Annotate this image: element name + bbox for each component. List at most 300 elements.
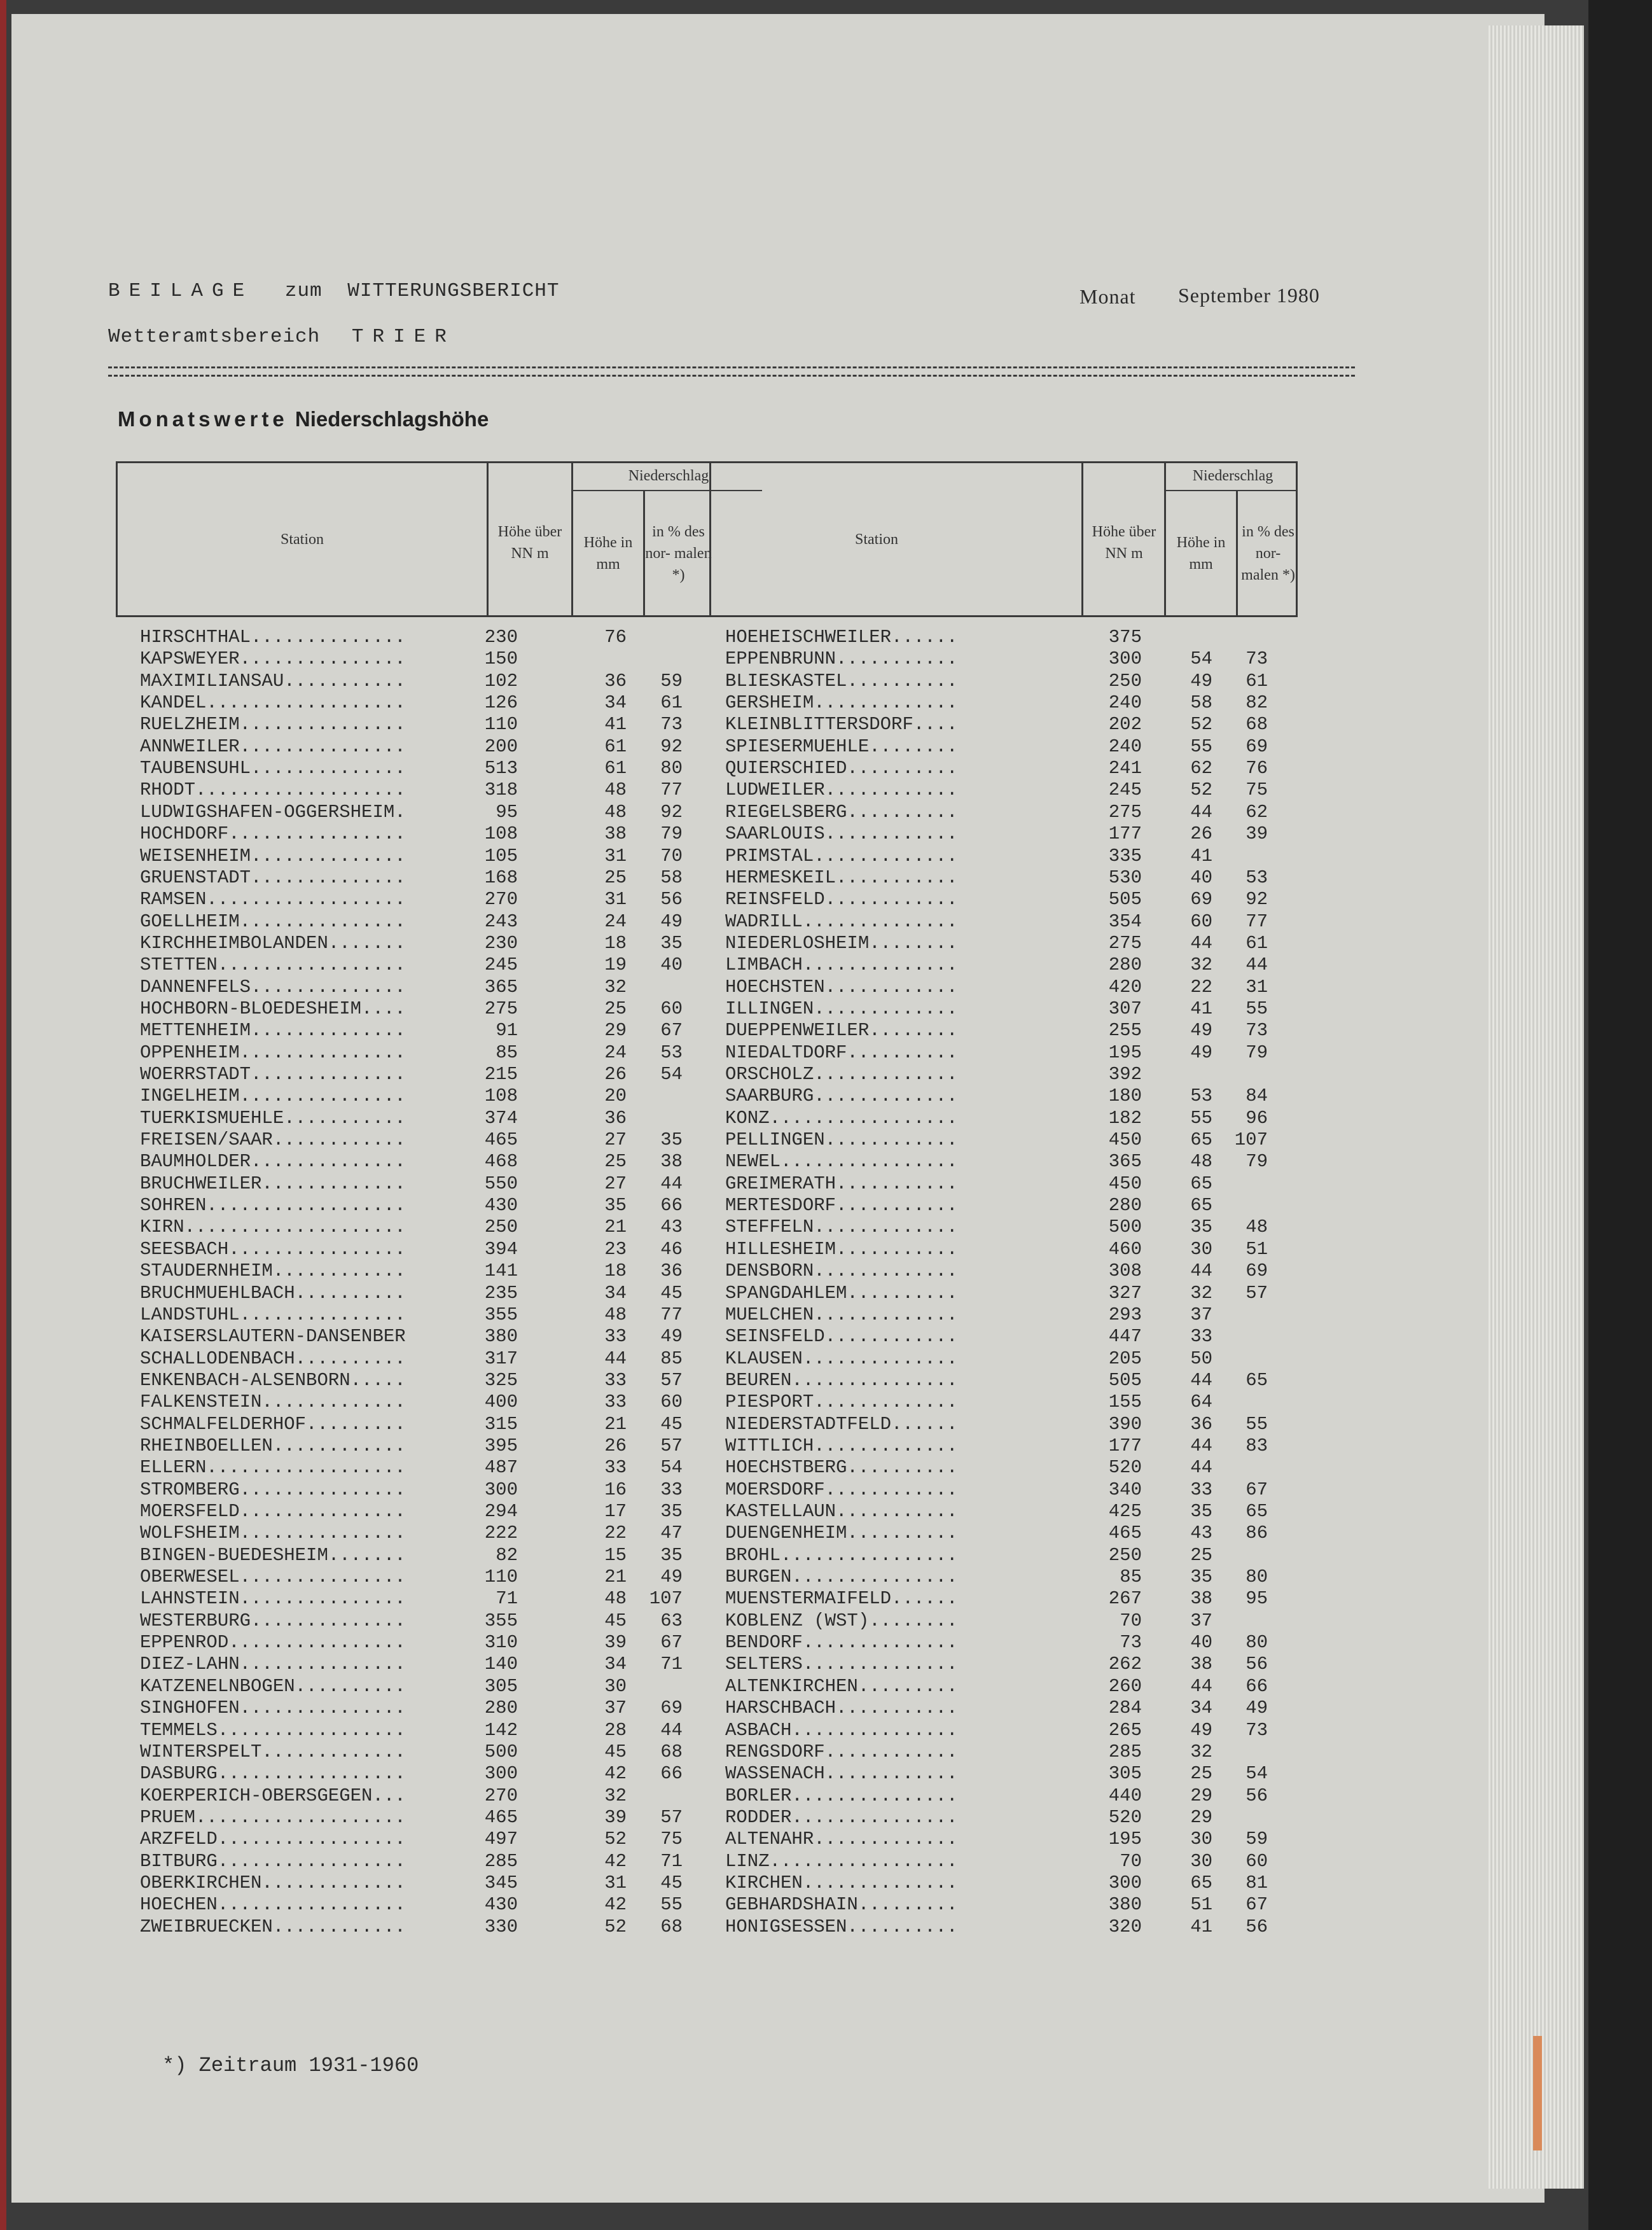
precip-mm: 29 xyxy=(604,1020,627,1041)
table-row xyxy=(0,1042,1527,1064)
station-height: 440 xyxy=(1108,1785,1142,1806)
precip-percent: 83 xyxy=(1246,1435,1268,1456)
station-height: 500 xyxy=(484,1741,518,1762)
station-name: HILLESHEIM........... xyxy=(725,1239,958,1260)
precip-percent: 45 xyxy=(660,1872,683,1893)
station-height: 300 xyxy=(1108,648,1142,669)
table-row xyxy=(0,1588,1527,1610)
station-name: STETTEN................. xyxy=(140,954,406,975)
precip-percent: 46 xyxy=(660,1239,683,1260)
station-height: 392 xyxy=(1108,1064,1142,1085)
station-name: BURGEN............... xyxy=(725,1566,958,1587)
station-name: KASTELLAUN........... xyxy=(725,1501,958,1522)
table-row xyxy=(0,1632,1527,1654)
table-row xyxy=(0,1610,1527,1632)
station-height: 365 xyxy=(484,977,518,998)
table-row xyxy=(0,846,1527,867)
station-height: 202 xyxy=(1108,714,1142,735)
station-height: 250 xyxy=(1108,671,1142,692)
precip-percent: 44 xyxy=(660,1173,683,1194)
table-row xyxy=(0,823,1527,845)
precip-mm: 43 xyxy=(1190,1523,1212,1544)
precip-mm: 26 xyxy=(1190,823,1212,844)
precip-mm: 21 xyxy=(604,1414,627,1435)
station-height: 141 xyxy=(484,1260,518,1281)
precip-percent: 54 xyxy=(660,1064,683,1085)
precip-mm: 31 xyxy=(604,846,627,867)
precip-mm: 41 xyxy=(604,714,627,735)
table-row xyxy=(0,889,1527,910)
station-height: 285 xyxy=(1108,1741,1142,1762)
station-name: HARSCHBACH........... xyxy=(725,1697,958,1718)
section-title-rest: Niederschlagshöhe xyxy=(295,407,489,431)
station-name: ORSCHOLZ............. xyxy=(725,1064,958,1085)
station-name: HERMESKEIL........... xyxy=(725,867,958,888)
precip-percent: 77 xyxy=(660,1304,683,1325)
station-name: PRIMSTAL............. xyxy=(725,846,958,867)
precip-mm: 52 xyxy=(1190,779,1212,800)
precip-mm: 36 xyxy=(604,671,627,692)
station-height: 308 xyxy=(1108,1260,1142,1281)
station-height: 275 xyxy=(1108,933,1142,954)
precip-mm: 38 xyxy=(1190,1588,1212,1609)
precip-percent: 45 xyxy=(660,1414,683,1435)
precip-percent: 68 xyxy=(660,1916,683,1937)
precip-percent: 68 xyxy=(1246,714,1268,735)
station-name: WASSENACH............ xyxy=(725,1763,958,1784)
precip-mm: 23 xyxy=(604,1239,627,1260)
precip-mm: 37 xyxy=(1190,1304,1212,1325)
station-name: STROMBERG............... xyxy=(140,1479,406,1500)
table-row xyxy=(0,1435,1527,1457)
precip-percent: 57 xyxy=(660,1370,683,1391)
station-name: RENGSDORF............ xyxy=(725,1741,958,1762)
station-name: KANDEL.................. xyxy=(140,692,406,713)
station-name: STAUDERNHEIM............ xyxy=(140,1260,406,1281)
station-name: GREIMERATH........... xyxy=(725,1173,958,1194)
station-name: HOCHDORF................ xyxy=(140,823,406,844)
station-name: GERSHEIM............. xyxy=(725,692,958,713)
precip-percent: 55 xyxy=(1246,998,1268,1019)
binder-frame xyxy=(1588,0,1652,2230)
precip-mm: 40 xyxy=(1190,1632,1212,1653)
precip-percent: 69 xyxy=(1246,1260,1268,1281)
precip-percent: 75 xyxy=(660,1829,683,1850)
station-height: 168 xyxy=(484,867,518,888)
station-height: 73 xyxy=(1120,1632,1142,1653)
precip-mm: 51 xyxy=(1190,1894,1212,1915)
station-height: 91 xyxy=(496,1020,518,1041)
precip-mm: 32 xyxy=(1190,954,1212,975)
station-height: 300 xyxy=(484,1763,518,1784)
col-station-right: Station xyxy=(854,531,898,548)
station-height: 195 xyxy=(1108,1042,1142,1063)
table-row xyxy=(0,977,1527,998)
station-height: 230 xyxy=(484,933,518,954)
precip-mm: 35 xyxy=(1190,1501,1212,1522)
precip-mm: 62 xyxy=(1190,758,1212,779)
table-row xyxy=(0,1348,1527,1370)
station-height: 315 xyxy=(484,1414,518,1435)
precip-mm: 41 xyxy=(1190,1916,1212,1937)
table-row xyxy=(0,1370,1527,1391)
precip-percent: 35 xyxy=(660,933,683,954)
table-row xyxy=(0,1763,1527,1785)
precip-mm: 41 xyxy=(1190,846,1212,867)
table-row xyxy=(0,1807,1527,1829)
station-name: GEBHARDSHAIN......... xyxy=(725,1894,958,1915)
precip-mm: 44 xyxy=(1190,1370,1212,1391)
precip-mm: 34 xyxy=(604,1654,627,1675)
station-height: 85 xyxy=(496,1042,518,1063)
station-name: KIRN.................... xyxy=(140,1216,406,1237)
station-name: WADRILL.............. xyxy=(725,911,958,932)
precip-mm: 33 xyxy=(1190,1479,1212,1500)
precip-percent: 53 xyxy=(1246,867,1268,888)
station-height: 335 xyxy=(1108,846,1142,867)
station-height: 205 xyxy=(1108,1348,1142,1369)
station-height: 70 xyxy=(1120,1851,1142,1872)
station-name: TEMMELS................. xyxy=(140,1720,406,1741)
col-hoehe-mm-left: Höhe in mm xyxy=(583,534,633,573)
station-name: ENKENBACH-ALSENBORN..... xyxy=(140,1370,406,1391)
precip-mm: 48 xyxy=(604,779,627,800)
station-height: 390 xyxy=(1108,1414,1142,1435)
precip-percent: 47 xyxy=(660,1523,683,1544)
precip-percent: 44 xyxy=(660,1720,683,1741)
precip-percent: 75 xyxy=(1246,779,1268,800)
table-row xyxy=(0,1785,1527,1807)
section-title xyxy=(118,407,489,431)
station-name: KAPSWEYER............... xyxy=(140,648,406,669)
station-height: 70 xyxy=(1120,1610,1142,1631)
precip-percent: 69 xyxy=(660,1697,683,1718)
station-name: KATZENELNBOGEN.......... xyxy=(140,1676,406,1697)
station-name: HOECHEN................. xyxy=(140,1894,406,1915)
precip-percent: 49 xyxy=(660,1566,683,1587)
precip-percent: 59 xyxy=(1246,1829,1268,1850)
table-row xyxy=(0,1720,1527,1741)
station-name: WOERRSTADT.............. xyxy=(140,1064,406,1085)
precip-percent: 92 xyxy=(660,802,683,823)
precip-mm: 44 xyxy=(1190,1260,1212,1281)
station-height: 200 xyxy=(484,736,518,757)
station-name: TUERKISMUEHLE........... xyxy=(140,1108,406,1129)
precip-percent: 60 xyxy=(660,998,683,1019)
precip-mm: 44 xyxy=(1190,1457,1212,1478)
station-height: 465 xyxy=(1108,1523,1142,1544)
station-name: BINGEN-BUEDESHEIM....... xyxy=(140,1545,406,1566)
station-name: OBERWESEL............... xyxy=(140,1566,406,1587)
col-height-nn-left: Höhe über NN m xyxy=(497,523,562,562)
station-name: NIEDERSTADTFELD...... xyxy=(725,1414,958,1435)
precip-mm: 33 xyxy=(604,1326,627,1347)
station-height: 550 xyxy=(484,1173,518,1194)
precip-mm: 15 xyxy=(604,1545,627,1566)
precip-percent: 71 xyxy=(660,1654,683,1675)
station-name: WOLFSHEIM............... xyxy=(140,1523,406,1544)
table-row xyxy=(0,954,1527,976)
precip-mm: 45 xyxy=(604,1610,627,1631)
station-name: FREISEN/SAAR............ xyxy=(140,1129,406,1150)
precip-mm: 33 xyxy=(1190,1326,1212,1347)
station-height: 285 xyxy=(484,1851,518,1872)
station-name: LUDWIGSHAFEN-OGGERSHEIM. xyxy=(140,802,406,823)
precip-mm: 31 xyxy=(604,889,627,910)
section-title-spaced: Monatswerte xyxy=(118,407,288,431)
table-row xyxy=(0,1654,1527,1675)
table-row xyxy=(0,1216,1527,1238)
station-name: MERTESDORF........... xyxy=(725,1195,958,1216)
precip-mm: 35 xyxy=(604,1195,627,1216)
precip-mm: 65 xyxy=(1190,1129,1212,1150)
precip-percent: 66 xyxy=(1246,1676,1268,1697)
station-height: 126 xyxy=(484,692,518,713)
precip-mm: 26 xyxy=(604,1064,627,1085)
table-row xyxy=(0,911,1527,933)
station-height: 505 xyxy=(1108,889,1142,910)
station-height: 262 xyxy=(1108,1654,1142,1675)
precip-percent: 92 xyxy=(660,736,683,757)
col-percent-right: in % des nor- malen *) xyxy=(1241,523,1295,583)
station-name: KAISERSLAUTERN-DANSENBER xyxy=(140,1326,406,1347)
station-height: 355 xyxy=(484,1610,518,1631)
precip-mm: 48 xyxy=(604,802,627,823)
precip-mm: 27 xyxy=(604,1173,627,1194)
precip-mm: 52 xyxy=(604,1916,627,1937)
station-height: 465 xyxy=(484,1129,518,1150)
precip-mm: 52 xyxy=(1190,714,1212,735)
precip-percent: 60 xyxy=(1246,1851,1268,1872)
table-row xyxy=(0,627,1527,648)
station-name: LAHNSTEIN............... xyxy=(140,1588,406,1609)
precip-mm: 34 xyxy=(604,1283,627,1304)
table-row xyxy=(0,736,1527,758)
precip-mm: 65 xyxy=(1190,1872,1212,1893)
table-row xyxy=(0,867,1527,889)
station-name: BORLER............... xyxy=(725,1785,958,1806)
table-row xyxy=(0,1829,1527,1850)
precip-mm: 25 xyxy=(604,998,627,1019)
station-name: RUELZHEIM............... xyxy=(140,714,406,735)
table-row xyxy=(0,1872,1527,1894)
precip-mm: 29 xyxy=(1190,1807,1212,1828)
station-name: FALKENSTEIN............. xyxy=(140,1391,406,1412)
station-height: 155 xyxy=(1108,1391,1142,1412)
station-name: MUENSTERMAIFELD...... xyxy=(725,1588,958,1609)
precip-mm: 49 xyxy=(1190,671,1212,692)
station-name: DENSBORN............. xyxy=(725,1260,958,1281)
station-name: WEISENHEIM.............. xyxy=(140,846,406,867)
precip-percent: 59 xyxy=(660,671,683,692)
station-name: HOECHSTEN............ xyxy=(725,977,958,998)
precip-mm: 30 xyxy=(1190,1239,1212,1260)
month-value: September 1980 xyxy=(1178,284,1320,307)
precip-percent: 69 xyxy=(1246,736,1268,757)
station-name: HOECHSTBERG.......... xyxy=(725,1457,958,1478)
station-name: ILLINGEN............. xyxy=(725,998,958,1019)
precip-mm: 24 xyxy=(604,911,627,932)
station-height: 317 xyxy=(484,1348,518,1369)
report-name: WITTERUNGSBERICHT xyxy=(347,280,560,302)
station-name: SPANGDAHLEM.......... xyxy=(725,1283,958,1304)
precip-percent: 82 xyxy=(1246,692,1268,713)
precip-mm: 16 xyxy=(604,1479,627,1500)
precip-mm: 44 xyxy=(1190,1435,1212,1456)
station-height: 82 xyxy=(496,1545,518,1566)
precip-mm: 49 xyxy=(1190,1042,1212,1063)
station-name: RAMSEN.................. xyxy=(140,889,406,910)
precip-percent: 61 xyxy=(1246,933,1268,954)
station-name: KOERPERICH-OBERSGEGEN... xyxy=(140,1785,406,1806)
station-height: 95 xyxy=(496,802,518,823)
precip-mm: 33 xyxy=(604,1370,627,1391)
table-row xyxy=(0,802,1527,823)
precip-mm: 32 xyxy=(604,977,627,998)
precip-percent: 43 xyxy=(660,1216,683,1237)
station-height: 140 xyxy=(484,1654,518,1675)
precip-percent: 107 xyxy=(1234,1129,1268,1150)
precip-percent: 92 xyxy=(1246,889,1268,910)
precip-mm: 42 xyxy=(604,1763,627,1784)
table-row xyxy=(0,1326,1527,1348)
station-height: 447 xyxy=(1108,1326,1142,1347)
precip-percent: 85 xyxy=(660,1348,683,1369)
station-height: 222 xyxy=(484,1523,518,1544)
station-height: 255 xyxy=(1108,1020,1142,1041)
precip-mm: 40 xyxy=(1190,867,1212,888)
station-name: TAUBENSUHL.............. xyxy=(140,758,406,779)
precip-mm: 25 xyxy=(604,1151,627,1172)
station-height: 395 xyxy=(484,1435,518,1456)
precip-mm: 36 xyxy=(1190,1414,1212,1435)
precip-percent: 70 xyxy=(660,846,683,867)
station-name: HONIGSESSEN.......... xyxy=(725,1916,958,1937)
station-height: 245 xyxy=(1108,779,1142,800)
page-tab-marker xyxy=(1533,2036,1542,2150)
precip-percent: 68 xyxy=(660,1741,683,1762)
station-name: SAARLOUIS............ xyxy=(725,823,958,844)
station-height: 354 xyxy=(1108,911,1142,932)
station-name: LIMBACH.............. xyxy=(725,954,958,975)
precip-mm: 22 xyxy=(604,1523,627,1544)
station-name: KIRCHEN.............. xyxy=(725,1872,958,1893)
station-height: 108 xyxy=(484,1085,518,1106)
precip-percent: 65 xyxy=(1246,1501,1268,1522)
precip-percent: 79 xyxy=(660,823,683,844)
table-row xyxy=(0,1108,1527,1129)
precip-percent: 63 xyxy=(660,1610,683,1631)
station-height: 340 xyxy=(1108,1479,1142,1500)
station-name: MOERSDORF............ xyxy=(725,1479,958,1500)
precip-mm: 49 xyxy=(1190,1720,1212,1741)
precip-percent: 49 xyxy=(660,911,683,932)
precip-mm: 54 xyxy=(1190,648,1212,669)
station-height: 150 xyxy=(484,648,518,669)
precip-mm: 35 xyxy=(1190,1566,1212,1587)
table-row xyxy=(0,1566,1527,1588)
station-name: DIEZ-LAHN............... xyxy=(140,1654,406,1675)
station-name: NIEDALTDORF.......... xyxy=(725,1042,958,1063)
precip-percent: 77 xyxy=(660,779,683,800)
precip-percent: 86 xyxy=(1246,1523,1268,1544)
station-name: RODDER............... xyxy=(725,1807,958,1828)
station-name: RHEINBOELLEN............ xyxy=(140,1435,406,1456)
table-row xyxy=(0,1916,1527,1938)
table-header xyxy=(116,461,1298,617)
table-row xyxy=(0,933,1527,954)
precip-mm: 41 xyxy=(1190,998,1212,1019)
station-name: PELLINGEN............ xyxy=(725,1129,958,1150)
station-height: 235 xyxy=(484,1283,518,1304)
precip-percent: 73 xyxy=(1246,1020,1268,1041)
station-height: 305 xyxy=(1108,1763,1142,1784)
precip-percent: 80 xyxy=(1246,1566,1268,1587)
table-row xyxy=(0,1260,1527,1282)
precip-mm: 48 xyxy=(604,1588,627,1609)
station-height: 110 xyxy=(484,714,518,735)
station-name: BLIESKASTEL.......... xyxy=(725,671,958,692)
station-name: ELLERN.................. xyxy=(140,1457,406,1478)
station-height: 305 xyxy=(484,1676,518,1697)
precip-mm: 58 xyxy=(1190,692,1212,713)
station-height: 142 xyxy=(484,1720,518,1741)
precip-mm: 44 xyxy=(604,1348,627,1369)
station-name: SEINSFELD............ xyxy=(725,1326,958,1347)
precip-mm: 61 xyxy=(604,758,627,779)
station-height: 380 xyxy=(1108,1894,1142,1915)
precip-mm: 32 xyxy=(1190,1741,1212,1762)
precip-percent: 49 xyxy=(1246,1697,1268,1718)
table-row xyxy=(0,714,1527,735)
station-height: 260 xyxy=(1108,1676,1142,1697)
station-name: KOBLENZ (WST)........ xyxy=(725,1610,958,1631)
beilage-label: BEILAGE xyxy=(108,280,254,302)
table-row xyxy=(0,1085,1527,1107)
precip-percent: 73 xyxy=(660,714,683,735)
station-height: 241 xyxy=(1108,758,1142,779)
station-name: HOCHBORN-BLOEDESHEIM.... xyxy=(140,998,406,1019)
table-row xyxy=(0,1064,1527,1085)
station-name: STEFFELN............. xyxy=(725,1216,958,1237)
station-height: 215 xyxy=(484,1064,518,1085)
station-name: SCHMALFELDERHOF......... xyxy=(140,1414,406,1435)
table-row xyxy=(0,692,1527,714)
station-name: GOELLHEIM............... xyxy=(140,911,406,932)
station-name: BITBURG................. xyxy=(140,1851,406,1872)
precip-mm: 32 xyxy=(1190,1283,1212,1304)
table-row xyxy=(0,1391,1527,1413)
precip-mm: 17 xyxy=(604,1501,627,1522)
table-row xyxy=(0,1457,1527,1479)
table-row xyxy=(0,1501,1527,1523)
precip-mm: 30 xyxy=(1190,1851,1212,1872)
precip-mm: 18 xyxy=(604,933,627,954)
station-name: KONZ................. xyxy=(725,1108,958,1129)
station-height: 293 xyxy=(1108,1304,1142,1325)
precip-percent: 56 xyxy=(660,889,683,910)
precip-mm: 49 xyxy=(1190,1020,1212,1041)
station-height: 430 xyxy=(484,1195,518,1216)
precip-mm: 39 xyxy=(604,1807,627,1828)
station-name: DASBURG................. xyxy=(140,1763,406,1784)
table-row xyxy=(0,1283,1527,1304)
precip-mm: 22 xyxy=(1190,977,1212,998)
station-name: LINZ................. xyxy=(725,1851,958,1872)
precip-percent: 31 xyxy=(1246,977,1268,998)
station-name: ANNWEILER............... xyxy=(140,736,406,757)
table-row xyxy=(0,998,1527,1020)
